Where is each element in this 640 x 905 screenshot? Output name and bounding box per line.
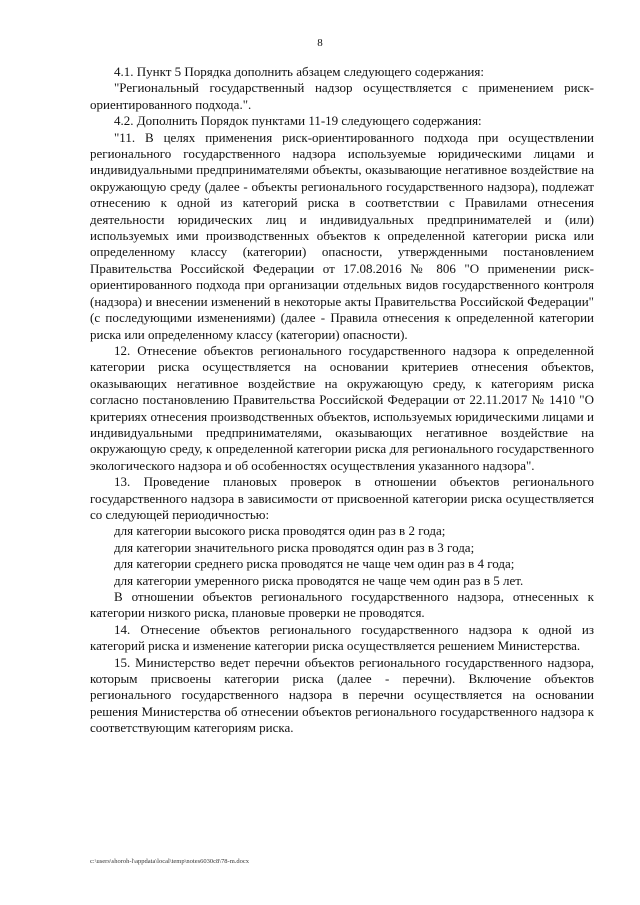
paragraph-13: 13. Проведение плановых проверок в отношении объектов регионального государственного надзора в зависимости от присвоенной категории риска осуществляется со следующей периодичностью: — [90, 474, 594, 522]
page-number: 8 — [317, 37, 323, 49]
list-item-medium-risk: для категории среднего риска проводятся не чаще чем один раз в 4 года; — [114, 556, 515, 572]
paragraph-14: 14. Отнесение объектов регионального государственного надзора к одной из категорий риска и изменение категории риска осуществляется решением Министерства. — [90, 621, 594, 654]
list-item-moderate-risk: для категории умеренного риска проводятся не чаще чем один раз в 5 лет. — [114, 572, 524, 588]
file-path-footer: c:\users\shoroh-l\appdata\local\temp\notes6030c8\78-m.docx — [90, 858, 250, 865]
paragraph-12: 12. Отнесение объектов регионального государственного надзора к определенной категории риска осуществляется на основании критериев отнесения объектов, оказывающих негативное воздействие на окружающую среду, к категориям риска согласно постановлению Правительства Российской Федерации от 22.11.2017 № 1410 "О критериях отнесения производственных объектов, используемых юридическими лицами и индивидуальными предпринимателями, оказывающих негативное воздействие на окружающую среду, к определенной категории риска для регионального государственного экологического надзора и об особенностях осуществления указанного надзора". — [90, 342, 594, 473]
document-body — [90, 64, 594, 737]
list-item-high-risk: для категории высокого риска проводятся один раз в 2 года; — [114, 523, 446, 539]
paragraph-4-1-quote: "Региональный государственный надзор осуществляется с применением риск-ориентированного подхода.". — [90, 80, 594, 112]
paragraph-4-1: 4.1. Пункт 5 Порядка дополнить абзацем следующего содержания: — [114, 64, 484, 79]
paragraph-11: "11. В целях применения риск-ориентированного подхода при осуществлении регионального государственного надзора используемые юридическими лицами и индивидуальными предпринимателями объекты, оказывающие негативное воздействие на окружающую среду (далее - объекты регионального государственного надзора), подлежат отнесению к одной из категорий риска в соответствии с Правилами отнесения деятельности юридических лиц и индивидуальных предпринимателей и (или) используемых ими производственных объектов к определенной категории риска или определенному классу (категории) опасности, утвержденными постановлением Правительства Российской Федерации от 17.08.2016 № 806 "О применении риск-ориентированного подхода при организации отдельных видов государственного контроля (надзора) и внесении изменений в некоторые акты Правительства Российской Федерации" (с последующими изменениями) (далее - Правила отнесения к определенной категории риска или определенному классу (категории) опасности). — [90, 129, 594, 342]
list-item-significant-risk: для категории значительного риска проводятся один раз в 3 года; — [114, 539, 475, 555]
paragraph-low-risk: В отношении объектов регионального государственного надзора, отнесенных к категории низкого риска, плановые проверки не проводятся. — [90, 589, 594, 621]
paragraph-15: 15. Министерство ведет перечни объектов регионального государственного надзора, которым присвоены категории риска (далее - перечни). Включение объектов регионального государственного надзора в перечни осуществляется на основании решения Министерства об отнесении объектов регионального государственного надзора к соответствующим категориям риска. — [90, 654, 594, 736]
paragraph-4-2: 4.2. Дополнить Порядок пунктами 11-19 следующего содержания: — [114, 113, 482, 129]
